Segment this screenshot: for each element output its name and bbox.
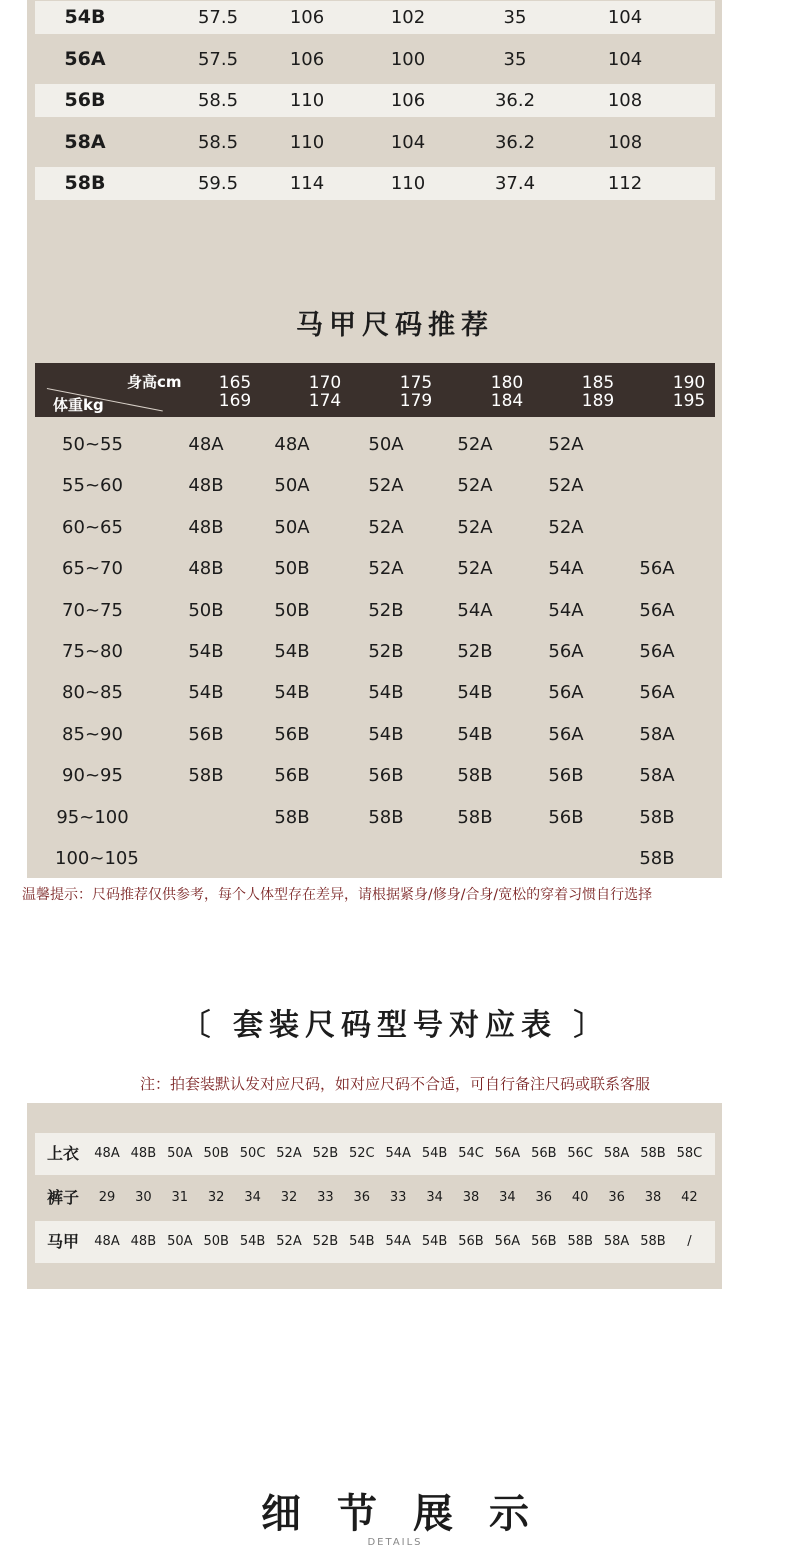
height-max: 179: [399, 391, 433, 411]
height-min: 175: [399, 373, 433, 393]
vest-size: 58B: [639, 806, 675, 828]
weight-range: 65~70: [62, 558, 123, 580]
vest-size: 48A: [274, 434, 310, 455]
set-cell: 54B: [349, 1234, 375, 1249]
weight-range: 80~85: [62, 682, 123, 704]
vest-size: 48B: [188, 558, 224, 580]
set-cell: 34: [499, 1190, 516, 1205]
vest-size: 52A: [548, 475, 584, 497]
set-cell: 54B: [421, 1146, 448, 1161]
set-cell: 50C: [239, 1146, 266, 1161]
vest-size: 56A: [548, 723, 584, 745]
weight-range: 85~90: [62, 723, 123, 745]
set-cell: 38: [462, 1190, 480, 1205]
vest-size: 54B: [368, 682, 404, 704]
vest-size: 56A: [639, 599, 675, 621]
vest-size: 56A: [548, 682, 584, 704]
set-table-title: 〔 套装尺码型号对应表 〕: [180, 1008, 610, 1043]
set-cell: 36: [353, 1190, 371, 1205]
size-value: 114: [289, 173, 325, 194]
vest-title: 马甲尺码推荐: [296, 310, 494, 341]
vest-size: 52A: [548, 434, 584, 455]
set-cell: 32: [207, 1190, 225, 1205]
height-range: [205, 374, 265, 410]
set-cell: 48B: [130, 1146, 157, 1161]
vest-size: 58B: [639, 848, 675, 869]
vest-size: 52A: [457, 558, 493, 580]
set-cell: 52B: [312, 1234, 339, 1249]
vest-row: [35, 755, 715, 796]
set-cell: 58C: [676, 1146, 703, 1161]
vest-size: 52B: [368, 599, 404, 621]
set-table-note: 注：拍套装默认发对应尺码，如对应尺码不合适，可自行备注尺码或联系客服: [139, 1075, 650, 1093]
vest-size: 52B: [368, 641, 404, 662]
size-row: [35, 126, 715, 159]
vest-size: 54B: [188, 682, 224, 704]
set-cell: 48A: [94, 1234, 120, 1249]
weight-range: 60~65: [62, 516, 123, 538]
height-min: 165: [218, 373, 252, 393]
vest-size: 52A: [368, 516, 404, 538]
vest-size: 58B: [368, 806, 404, 828]
set-cell: 56A: [494, 1234, 521, 1249]
vest-size: 54A: [548, 599, 584, 621]
vest-size: 54B: [188, 641, 224, 662]
vest-row: [35, 507, 715, 548]
size-value: 36.2: [494, 131, 536, 153]
vest-size: 54B: [274, 641, 310, 662]
size-value: 58.5: [197, 131, 239, 153]
set-cell: /: [687, 1234, 692, 1249]
set-cell: 54C: [458, 1146, 484, 1161]
set-cell: 52B: [312, 1146, 339, 1161]
vest-size: 56B: [188, 723, 224, 745]
set-cell: 33: [317, 1190, 334, 1205]
set-cell: 36: [535, 1190, 553, 1205]
vest-size: 52A: [368, 475, 404, 497]
set-cell: 58B: [567, 1234, 593, 1249]
set-row-label: 马甲: [47, 1232, 80, 1251]
vest-size: 58A: [639, 723, 675, 745]
height-min: 180: [490, 373, 524, 393]
set-cell: 58A: [603, 1146, 630, 1161]
set-cell: 56C: [567, 1146, 593, 1161]
vest-size: 58B: [457, 765, 493, 787]
size-code: 56B: [64, 89, 106, 111]
set-row-label: 上衣: [47, 1144, 80, 1163]
vest-size: 48B: [188, 516, 224, 538]
set-cell: 56A: [494, 1146, 521, 1161]
height-range: [477, 374, 537, 410]
size-code: 56A: [64, 47, 106, 70]
set-cell: 56B: [531, 1234, 557, 1249]
vest-row: [35, 714, 715, 755]
vest-size: 54B: [457, 682, 493, 704]
height-label: 身高cm: [127, 373, 182, 391]
size-tip: 温馨提示：尺码推荐仅供参考，每个人体型存在差异，请根据紧身/修身/合身/宽松的穿着习惯自行选择: [22, 887, 653, 903]
size-code: 54B: [64, 6, 106, 28]
size-value: 35: [503, 48, 527, 70]
set-cell: 30: [135, 1190, 152, 1205]
size-row: [35, 84, 715, 117]
details-title: 细节展示: [261, 1491, 565, 1537]
vest-row: [35, 672, 715, 713]
set-cell: 50A: [167, 1146, 193, 1161]
height-max: 169: [218, 391, 252, 411]
size-value: 110: [289, 90, 325, 111]
vest-size: 48A: [188, 434, 224, 455]
set-row: [35, 1177, 715, 1219]
size-value: 36.2: [494, 90, 536, 111]
weight-range: 70~75: [62, 599, 123, 621]
size-row: [35, 167, 715, 200]
set-row: [35, 1221, 715, 1263]
set-row-label: 裤子: [47, 1188, 80, 1207]
set-cell: 34: [426, 1190, 443, 1205]
weight-label: 体重kg: [53, 396, 104, 414]
vest-table-header: [35, 363, 715, 417]
size-value: 110: [390, 173, 426, 194]
weight-range: 50~55: [62, 434, 123, 455]
size-value: 106: [289, 48, 325, 70]
vest-size: 56B: [548, 765, 584, 787]
vest-size: 50B: [274, 599, 310, 621]
vest-size: 56A: [639, 682, 675, 704]
set-cell: 42: [681, 1190, 698, 1205]
size-value: 57.5: [197, 7, 239, 28]
set-cell: 52A: [276, 1146, 302, 1161]
vest-row: [35, 424, 715, 465]
height-max: 195: [672, 391, 706, 411]
vest-size: 54B: [368, 723, 404, 745]
vest-size: 58A: [639, 765, 675, 787]
size-value: 58.5: [197, 90, 239, 111]
vest-size: 52A: [368, 558, 404, 580]
set-row: [35, 1133, 715, 1175]
set-cell: 40: [571, 1190, 589, 1205]
set-cell: 31: [171, 1190, 189, 1205]
size-value: 112: [607, 173, 643, 194]
size-value: 100: [390, 48, 426, 70]
vest-row: [35, 631, 715, 672]
height-min: 190: [672, 373, 706, 393]
set-cell: 52A: [276, 1234, 302, 1249]
size-value: 106: [289, 7, 325, 28]
set-cell: 32: [280, 1190, 298, 1205]
set-cell: 58A: [603, 1234, 630, 1249]
weight-range: 100~105: [55, 848, 139, 869]
height-max: 189: [581, 391, 615, 411]
vest-size: 58B: [274, 806, 310, 828]
set-cell: 54B: [239, 1234, 266, 1249]
set-cell: 33: [389, 1190, 407, 1205]
set-cell: 58B: [640, 1234, 666, 1249]
size-value: 37.4: [494, 173, 536, 194]
set-cell: 48B: [130, 1234, 157, 1249]
height-range: [568, 374, 628, 410]
weight-range: 95~100: [56, 806, 129, 828]
size-value: 108: [607, 90, 643, 111]
size-value: 108: [607, 131, 643, 153]
vest-size: 56B: [368, 765, 404, 787]
size-value: 104: [390, 131, 426, 153]
set-cell: 58B: [640, 1146, 666, 1161]
weight-range: 55~60: [62, 475, 123, 497]
size-value: 104: [607, 48, 643, 70]
set-cell: 56B: [458, 1234, 484, 1249]
vest-size: 50A: [274, 475, 310, 497]
vest-size: 56A: [548, 641, 584, 662]
height-max: 184: [490, 391, 524, 411]
vest-size: 54A: [457, 599, 493, 621]
size-value: 110: [289, 131, 325, 153]
vest-size: 54B: [274, 682, 310, 704]
height-min: 185: [581, 373, 615, 393]
size-row: [35, 43, 715, 76]
height-range: [386, 374, 446, 410]
height-range: [295, 374, 355, 410]
vest-size: 58B: [188, 765, 224, 787]
size-value: 104: [607, 7, 643, 28]
set-cell: 38: [644, 1190, 662, 1205]
set-cell: 50B: [203, 1234, 229, 1249]
vest-row: [35, 548, 715, 589]
vest-row: [35, 590, 715, 631]
vest-size: 50B: [188, 599, 224, 621]
weight-range: 90~95: [62, 765, 123, 787]
vest-size: 52A: [457, 434, 493, 455]
set-cell: 50A: [167, 1234, 193, 1249]
vest-size: 50A: [368, 434, 404, 455]
size-row: [35, 1, 715, 34]
vest-size: 56B: [548, 806, 584, 828]
size-value: 57.5: [197, 48, 239, 70]
vest-size: 52A: [457, 516, 493, 538]
set-cell: 48A: [94, 1146, 120, 1161]
size-code: 58A: [64, 130, 106, 153]
weight-range: 75~80: [62, 641, 123, 662]
vest-size: 58B: [457, 806, 493, 828]
size-value: 59.5: [197, 173, 239, 194]
vest-row: [35, 838, 715, 879]
vest-size: 56B: [274, 765, 310, 787]
size-code: 58B: [64, 172, 106, 194]
vest-row: [35, 465, 715, 506]
vest-size: 52B: [457, 641, 493, 662]
set-cell: 36: [608, 1190, 625, 1205]
set-cell: 54B: [421, 1234, 448, 1249]
set-cell: 29: [98, 1190, 116, 1205]
set-cell: 56B: [531, 1146, 557, 1161]
vest-row: [35, 797, 715, 838]
height-min: 170: [308, 373, 342, 393]
height-max: 174: [308, 391, 342, 411]
vest-size: 54A: [548, 558, 584, 580]
size-value: 106: [390, 90, 426, 111]
vest-size: 54B: [457, 723, 493, 745]
vest-size: 56A: [639, 558, 675, 580]
set-cell: 54A: [385, 1146, 411, 1161]
vest-size: 52A: [457, 475, 493, 497]
details-subtitle: DETAILS: [367, 1537, 423, 1548]
set-cell: 52C: [348, 1146, 375, 1161]
vest-size: 56A: [639, 641, 675, 662]
height-range: [659, 374, 719, 410]
set-cell: 54A: [385, 1234, 411, 1249]
size-value: 35: [503, 7, 527, 28]
vest-size: 48B: [188, 475, 224, 497]
vest-size: 50B: [274, 558, 310, 580]
vest-size: 52A: [548, 516, 584, 538]
set-cell: 34: [244, 1190, 261, 1205]
vest-size: 56B: [274, 723, 310, 745]
size-value: 102: [390, 7, 426, 28]
vest-size: 50A: [274, 516, 310, 538]
set-cell: 50B: [203, 1146, 229, 1161]
